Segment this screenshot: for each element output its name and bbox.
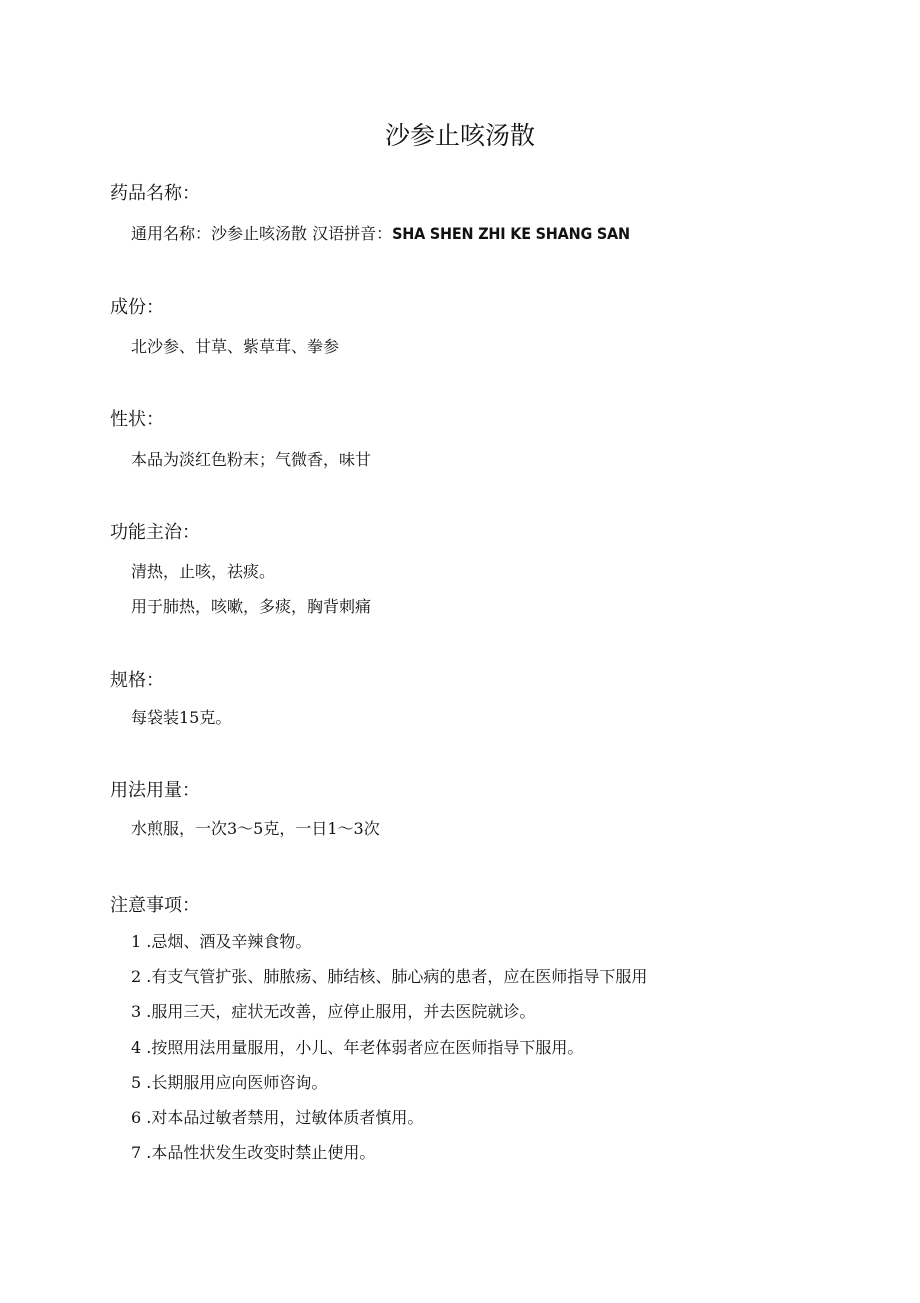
pinyin-label: 汉语拼音： [307,224,393,243]
specification-text: 每袋装15克。 [131,708,232,727]
description-text: 本品为淡红色粉末；气微香，味甘 [131,450,372,469]
section-heading-ingredients: 成份： [110,297,164,318]
precaution-item: 3 .服用三天，症状无改善，应停止服用，并去医院就诊。 [131,1002,536,1021]
section-heading-drug-name: 药品名称： [110,183,200,204]
indications-line-2: 用于肺热，咳嗽，多痰，胸背刺痛 [131,597,372,616]
generic-name-line [131,222,630,246]
section-heading-precautions: 注意事项： [110,895,200,916]
indications-line-1: 清热，止咳，祛痰。 [131,562,276,581]
document-title: 沙参止咳汤散 [384,121,535,150]
section-heading-specification: 规格： [110,670,164,691]
generic-name-value: 沙参止咳汤散 [211,224,308,243]
generic-name-label: 通用名称： [131,224,212,243]
section-heading-indications: 功能主治： [110,522,200,543]
precaution-item: 4 .按照用法用量服用，小儿、年老体弱者应在医师指导下服用。 [131,1038,584,1057]
precaution-item: 7 .本品性状发生改变时禁止使用。 [131,1143,376,1162]
dosage-text: 水煎服，一次3〜5克，一日1〜3次 [131,819,380,838]
section-heading-description: 性状： [110,409,164,430]
ingredients-text: 北沙参、甘草、紫草茸、拳参 [131,337,340,356]
precaution-item: 6 .对本品过敏者禁用，过敏体质者慎用。 [131,1108,424,1127]
pinyin-value: SHA SHEN ZHI KE SHANG SAN [392,224,630,243]
precaution-item: 1 .忌烟、酒及辛辣食物。 [131,932,312,951]
precaution-item: 5 .长期服用应向医师咨询。 [131,1073,328,1092]
precaution-item: 2 .有支气管扩张、肺脓疡、肺结核、肺心病的患者，应在医师指导下服用 [131,967,648,986]
section-heading-dosage: 用法用量： [110,780,200,801]
